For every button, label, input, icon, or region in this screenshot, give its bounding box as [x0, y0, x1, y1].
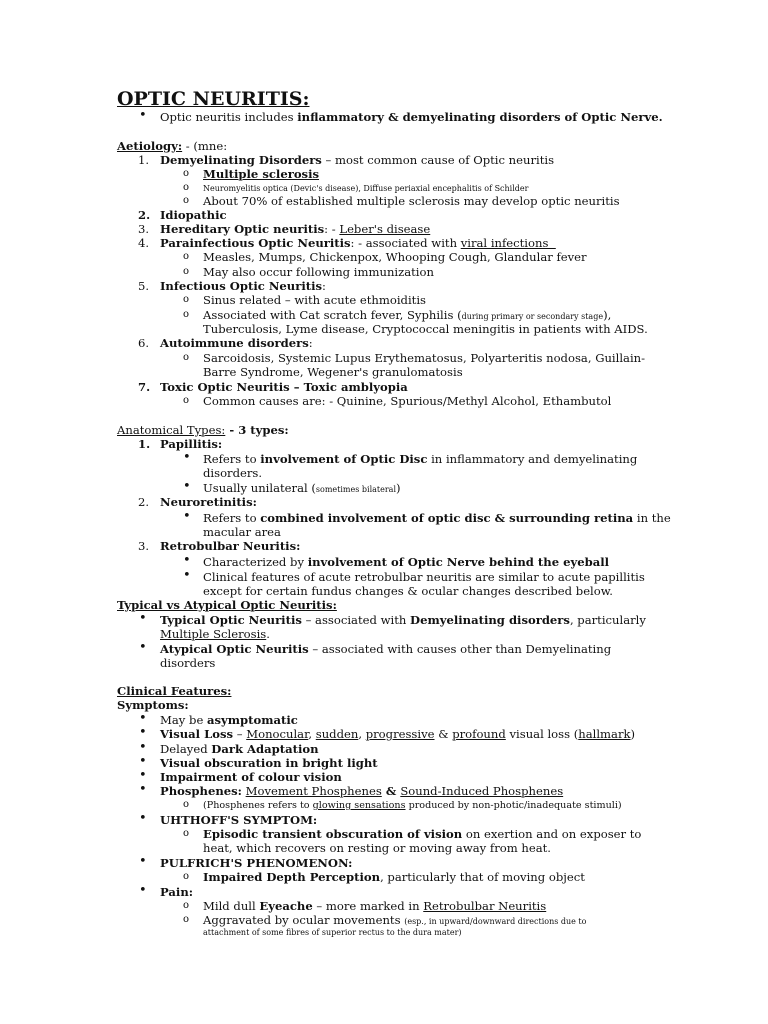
sub-item-catscratch-cont: Tuberculosis, Lyme disease, Cryptococcal meningitis in patients with AIDS.	[203, 322, 648, 336]
circle-marker: o	[183, 900, 190, 911]
symptom-dark-adaptation: Delayed Dark Adaptation	[160, 742, 319, 756]
circle-marker: o	[183, 914, 190, 925]
circle-marker: o	[183, 799, 190, 810]
aetiology-item-5: Infectious Optic Neuritis:	[160, 279, 326, 293]
retrobulbar-point-2-cont: except for certain fundus changes & ocular changes described below.	[203, 584, 613, 598]
papillitis-point-1-cont: disorders.	[203, 466, 263, 480]
anatomical-num: 1.	[138, 437, 151, 451]
bullet-marker: •	[139, 854, 147, 869]
pain-detail-1: Mild dull Eyeache – more marked in Retrobulbar Neuritis	[203, 899, 547, 913]
aetiology-item-num: 4.	[138, 236, 150, 250]
sub-item-ms: Multiple sclerosis	[203, 167, 320, 181]
aetiology-item-num: 6.	[138, 336, 150, 350]
pulfrich-detail: Impaired Depth Perception, particularly that of moving object	[203, 870, 585, 884]
bullet-marker: •	[183, 568, 191, 583]
aetiology-item-6: Autoimmune disorders:	[160, 336, 313, 350]
aetiology-item-7: Toxic Optic Neuritis – Toxic amblyopia	[160, 380, 408, 394]
typical-point: Typical Optic Neuritis – associated with Demyelinating disorders, particularly	[160, 613, 646, 627]
aetiology-item-2: Idiopathic	[160, 208, 227, 222]
typical-heading: Typical vs Atypical Optic Neuritis:	[117, 598, 337, 612]
bullet-marker: •	[139, 108, 147, 123]
aetiology-item-4: Parainfectious Optic Neuritis: - associated with viral infections	[160, 236, 556, 250]
bullet-marker: •	[139, 768, 147, 783]
symptoms-heading: Symptoms:	[117, 698, 189, 712]
sub-item-sarcoidosis: Sarcoidosis, Systemic Lupus Erythematosus, Polyarteritis nodosa, Guillain-	[203, 351, 646, 365]
uhthoff-detail: Episodic transient obscuration of vision on exertion and on exposer to	[203, 827, 642, 841]
bullet-marker: •	[139, 883, 147, 898]
sub-item-catscratch: Associated with Cat scratch fever, Syphilis (during primary or secondary stage),	[203, 308, 612, 322]
neuroretinitis-point: Refers to combined involvement of optic disc & surrounding retina in the	[203, 511, 671, 525]
typical-point-cont: Multiple Sclerosis.	[160, 627, 270, 641]
symptom-pulfrich: PULFRICH'S PHENOMENON:	[160, 856, 353, 870]
bullet-marker: •	[139, 754, 147, 769]
pain-detail-2: Aggravated by ocular movements (esp., in upward/downward directions due to	[203, 913, 587, 927]
aetiology-item-3: Hereditary Optic neuritis: - Leber's disease	[160, 222, 431, 236]
symptom-colour-vision: Impairment of colour vision	[160, 770, 342, 784]
sub-item-measles: Measles, Mumps, Chickenpox, Whooping Cough, Glandular fever	[203, 250, 587, 264]
anatomical-heading: Anatomical Types: - 3 types:	[117, 423, 289, 437]
bullet-marker: •	[139, 711, 147, 726]
atypical-point: Atypical Optic Neuritis – associated with causes other than Demyelinating	[160, 642, 612, 656]
bullet-marker: •	[139, 782, 147, 797]
symptom-pain: Pain:	[160, 885, 194, 899]
sub-item-neuromyelitis: Neuromyelitis optica (Devic's disease), Diffuse periaxial encephalitis of Schilder	[203, 184, 529, 193]
anatomical-num: 3.	[138, 539, 150, 553]
clinical-heading: Clinical Features:	[117, 684, 232, 698]
aetiology-item-num: 5.	[138, 279, 150, 293]
sub-item-sinus: Sinus related – with acute ethmoiditis	[203, 293, 426, 307]
type-neuroretinitis: Neuroretinitis:	[160, 495, 257, 509]
aetiology-item-1: Demyelinating Disorders – most common cause of Optic neuritis	[160, 153, 555, 167]
bullet-marker: •	[183, 509, 191, 524]
circle-marker: o	[183, 309, 190, 320]
sub-item-sarcoidosis-cont: Barre Syndrome, Wegener's granulomatosis	[203, 365, 463, 379]
symptom-visual-loss: Visual Loss – Monocular, sudden, progressive & profound visual loss (hallmark)	[160, 727, 636, 741]
symptom-asymptomatic: May be asymptomatic	[160, 713, 298, 727]
circle-marker: o	[183, 182, 190, 193]
type-retrobulbar: Retrobulbar Neuritis:	[160, 539, 301, 553]
papillitis-point-1: Refers to involvement of Optic Disc in inflammatory and demyelinating	[203, 452, 638, 466]
circle-marker: o	[183, 871, 190, 882]
phosphenes-note: (Phosphenes refers to glowing sensations produced by non-photic/inadequate stimuli)	[203, 800, 622, 811]
aetiology-item-num: 1.	[138, 153, 150, 167]
symptom-visual-obscuration: Visual obscuration in bright light	[160, 756, 378, 770]
aetiology-item-num: 3.	[138, 222, 150, 236]
bullet-marker: •	[139, 811, 147, 826]
circle-marker: o	[183, 168, 190, 179]
symptom-uhthoff: UHTHOFF'S SYMPTOM:	[160, 813, 318, 827]
symptom-phosphenes: Phosphenes: Movement Phosphenes & Sound-Induced Phosphenes	[160, 784, 564, 798]
circle-marker: o	[183, 294, 190, 305]
page-title: OPTIC NEURITIS:	[117, 88, 310, 110]
atypical-point-cont: disorders	[160, 656, 216, 670]
type-papillitis: Papillitis:	[160, 437, 223, 451]
pain-detail-2-cont: attachment of some fibres of superior rectus to the dura mater)	[203, 928, 462, 937]
neuroretinitis-point-cont: macular area	[203, 525, 281, 539]
retrobulbar-point-1: Characterized by involvement of Optic Nerve behind the eyeball	[203, 555, 610, 569]
bullet-marker: •	[183, 553, 191, 568]
circle-marker: o	[183, 352, 190, 363]
aetiology-heading: Aetiology: - (mne:	[117, 139, 228, 153]
bullet-marker: •	[183, 479, 191, 494]
bullet-marker: •	[183, 450, 191, 465]
bullet-marker: •	[139, 611, 147, 626]
intro-line: Optic neuritis includes inflammatory & demyelinating disorders of Optic Nerve.	[160, 110, 663, 124]
aetiology-item-num: 7.	[138, 380, 151, 394]
circle-marker: o	[183, 266, 190, 277]
aetiology-item-num: 2.	[138, 208, 151, 222]
bullet-marker: •	[139, 640, 147, 655]
sub-item-toxic: Common causes are: - Quinine, Spurious/Methyl Alcohol, Ethambutol	[203, 394, 612, 408]
papillitis-point-2: Usually unilateral (sometimes bilateral)	[203, 481, 401, 495]
circle-marker: o	[183, 395, 190, 406]
sub-item-immunization: May also occur following immunization	[203, 265, 434, 279]
bullet-marker: •	[139, 740, 147, 755]
circle-marker: o	[183, 828, 190, 839]
retrobulbar-point-2: Clinical features of acute retrobulbar neuritis are similar to acute papillitis	[203, 570, 645, 584]
sub-item-about70: About 70% of established multiple sclerosis may develop optic neuritis	[203, 194, 620, 208]
uhthoff-detail-cont: heat, which recovers on resting or moving away from heat.	[203, 841, 551, 855]
anatomical-num: 2.	[138, 495, 150, 509]
circle-marker: o	[183, 251, 190, 262]
circle-marker: o	[183, 195, 190, 206]
bullet-marker: •	[139, 725, 147, 740]
